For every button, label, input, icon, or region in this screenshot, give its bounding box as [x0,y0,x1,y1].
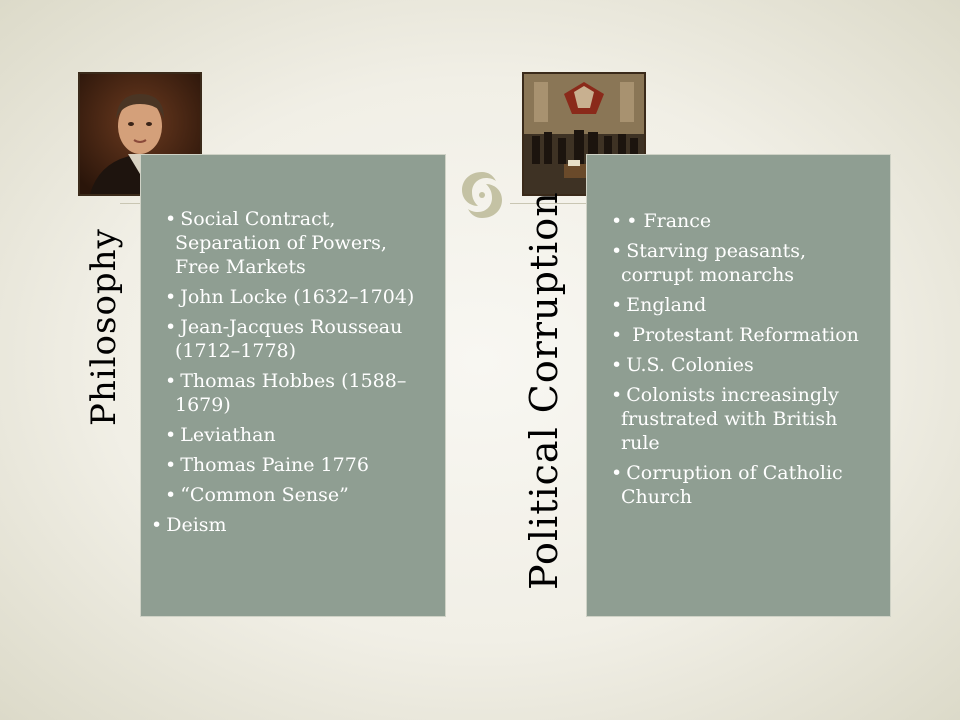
political-corruption-panel [586,154,891,617]
list-item: • U.S. Colonies [611,354,754,376]
political-corruption-list [601,209,877,515]
list-item: • • France [611,210,712,232]
list-item: • John Locke (1632–1704) [165,286,415,308]
philosophy-heading: Philosophy [84,228,124,426]
list-item: • Social Contract, Separation of Powers, Free Markets [165,208,387,278]
list-item: • Colonists increasingly frustrated with British rule [611,384,839,454]
list-item: • Thomas Paine 1776 [165,454,369,476]
list-item: • Leviathan [165,424,276,446]
list-item: • Corruption of Catholic Church [611,462,843,508]
divider-line-left [120,203,140,204]
list-item: • Protestant Reformation [611,324,859,346]
list-item: • Deism [151,514,227,536]
list-item: • Starving peasants, corrupt monarchs [611,240,807,286]
decorative-ornament-icon [452,170,512,220]
political-corruption-heading: Political Corruption [522,191,566,590]
list-item: • Jean-Jacques Rousseau (1712–1778) [165,316,403,362]
list-item: • England [611,294,707,316]
philosophy-list [141,207,427,543]
philosophy-panel [140,154,446,617]
list-item: • Thomas Hobbes (1588–1679) [165,370,407,416]
list-item: • “Common Sense” [165,484,349,506]
